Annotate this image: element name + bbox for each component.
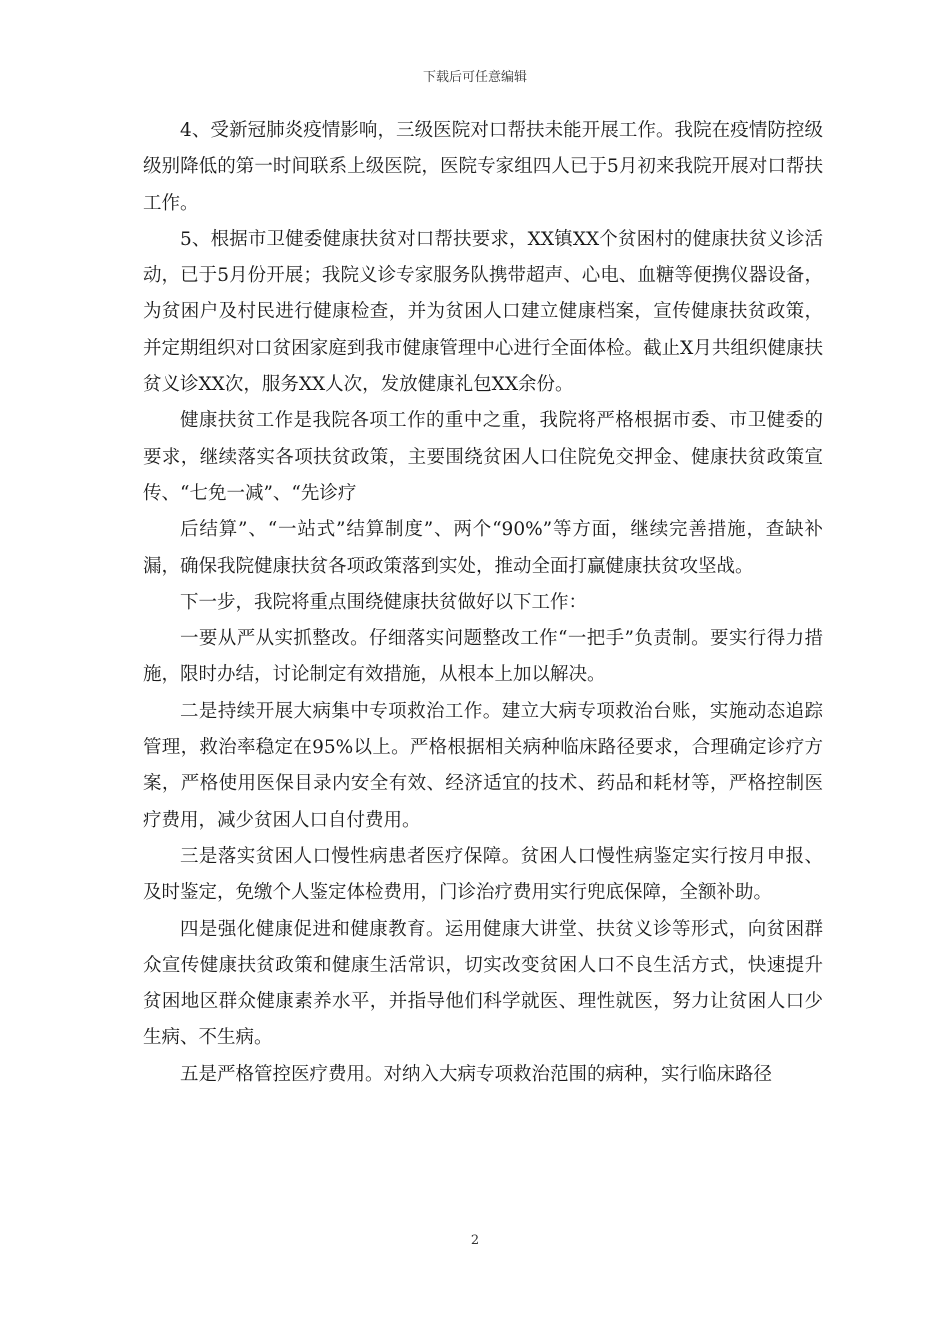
paragraph-item-5: 5、根据市卫健委健康扶贫对口帮扶要求，XX镇XX个贫困村的健康扶贫义诊活动，已于5月份开展；我院义诊专家服务队携带超声、心电、血糖等便携仪器设备，为贫困户及村民进行健康检查，并为贫困人口建立健康档案，宣传健康扶贫政策，并定期组织对口贫困家庭到我市健康管理中心进行全面体检。截止X月共组织健康扶贫义诊XX次，服务XX人次，发放健康礼包XX余份。 — [143, 228, 823, 396]
paragraph-step-five: 五是严格管控医疗费用。对纳入大病专项救治范围的病种，实行临床路径 — [180, 1063, 773, 1085]
paragraph-summary: 健康扶贫工作是我院各项工作的重中之重，我院将严格根据市委、市卫健委的要求，继续落实各项扶贫政策，主要围绕贫困人口住院免交押金、健康扶贫政策宣传、“七免一减”、“先诊疗 — [143, 410, 823, 504]
paragraph-step-four: 四是强化健康促进和健康教育。运用健康大讲堂、扶贫义诊等形式，向贫困群众宣传健康扶贫政策和健康生活常识，切实改变贫困人口不良生活方式，快速提升贫困地区群众健康素养水平，并指导他们科学就医、理性就医，努力让贫困人口少生病、不生病。 — [143, 918, 823, 1049]
paragraph-summary-continued: 后结算”、“一站式”结算制度”、两个“90%”等方面，继续完善措施，查缺补漏，确保我院健康扶贫各项政策落到实处，推动全面打赢健康扶贫攻坚战。 — [143, 519, 823, 577]
paragraph-item-4: 4、受新冠肺炎疫情影响，三级医院对口帮扶未能开展工作。我院在疫情防控级级别降低的第一时间联系上级医院，医院专家组四人已于5月初来我院开展对口帮扶工作。 — [143, 120, 823, 214]
page-header: 下载后可任意编辑 — [422, 70, 527, 85]
paragraph-step-two: 二是持续开展大病集中专项救治工作。建立大病专项救治台账，实施动态追踪管理，救治率稳定在95%以上。严格根据相关病种临床路径要求，合理确定诊疗方案，严格使用医保目录内安全有效、经济适宜的技术、药品和耗材等，严格控制医疗费用，减少贫困人口自付费用。 — [143, 700, 823, 831]
document-body — [143, 113, 823, 1093]
paragraph-step-one: 一要从严从实抓整改。仔细落实问题整改工作“一把手”负责制。要实行得力措施，限时办结，讨论制定有效措施，从根本上加以解决。 — [143, 628, 823, 686]
paragraph-step-three: 三是落实贫困人口慢性病患者医疗保障。贫困人口慢性病鉴定实行按月申报、及时鉴定，免缴个人鉴定体检费用，门诊治疗费用实行兜底保障，全额补助。 — [143, 845, 823, 904]
page-number: 2 — [470, 1233, 480, 1248]
paragraph-next-steps: 下一步，我院将重点围绕健康扶贫做好以下工作： — [180, 591, 588, 613]
